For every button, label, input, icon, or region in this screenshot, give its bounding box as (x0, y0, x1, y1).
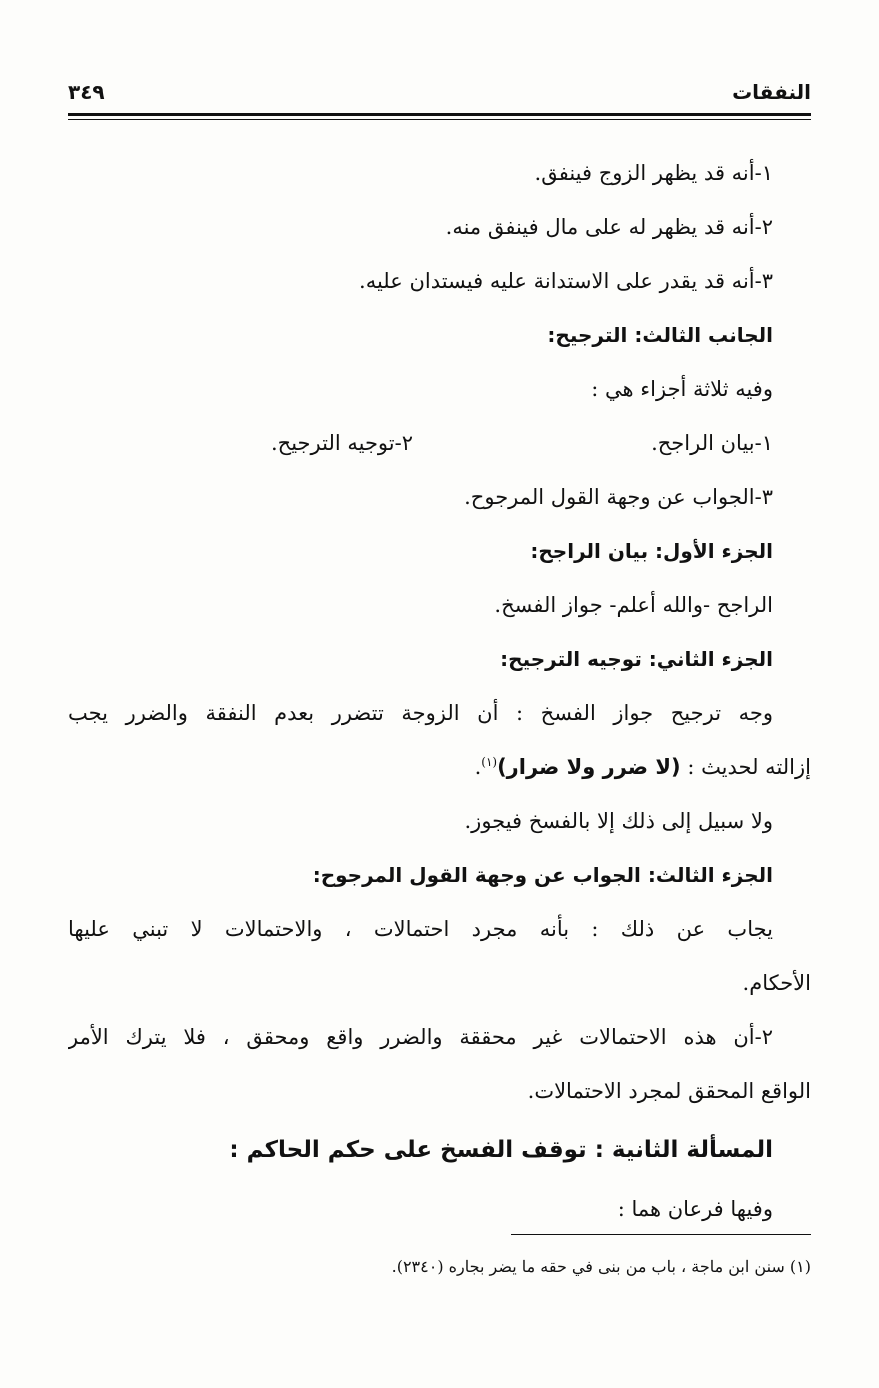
subsection-heading: الجزء الثاني: توجيه الترجيح: (500, 647, 773, 671)
text-line: ١-أنه قد يظهر الزوج فينفق. (534, 161, 773, 185)
section-heading: الجانب الثالث: الترجيح: (547, 323, 773, 347)
text-line: الأحكام. (742, 971, 811, 995)
text-fragment: . (474, 755, 482, 779)
text-line: وجه ترجيح جواز الفسخ : أن الزوجة تتضرر بعدم النفقة والضرر يجب (68, 701, 773, 725)
subsection-heading: الجزء الثالث: الجواب عن وجهة القول المرجوح: (312, 863, 773, 887)
header-rule-thin (68, 119, 811, 120)
text-line: ٣-الجواب عن وجهة القول المرجوح. (464, 485, 773, 509)
list-item: ٢-توجيه الترجيح. (270, 431, 413, 455)
page-body (68, 146, 811, 1236)
text-line: الواقع المحقق لمجرد الاحتمالات. (527, 1079, 811, 1103)
text-line: ٣-أنه قد يقدر على الاستدانة عليه فيستدان عليه. (359, 269, 773, 293)
text-line: ٢-أنه قد يظهر له على مال فينفق منه. (445, 215, 773, 239)
page-number: ٣٤٩ (68, 80, 105, 104)
text-line: وفيها فرعان هما : (617, 1197, 773, 1221)
text-line: يجاب عن ذلك : بأنه مجرد احتمالات ، والاحتمالات لا تبني عليها (68, 917, 773, 941)
text-line: وفيه ثلاثة أجزاء هي : (591, 377, 773, 401)
header-rule-thick (68, 113, 811, 116)
text-line: ولا سبيل إلى ذلك إلا بالفسخ فيجوز. (464, 809, 773, 833)
text-fragment: إزالته لحديث : (687, 755, 811, 779)
list-item: ١-بيان الراجح. (651, 431, 773, 455)
footnote-ref: (١) (481, 755, 498, 769)
text-line: ٢-أن هذه الاحتمالات غير محققة والضرر واقع ومحقق ، فلا يترك الأمر (68, 1025, 773, 1049)
list-pair (68, 416, 811, 470)
text-line (68, 740, 811, 794)
footnote: (١) سنن ابن ماجة ، باب من بنى في حقه ما يضر بجاره (٢٣٤٠). (391, 1257, 811, 1276)
running-title: النفقات (732, 80, 811, 104)
section-heading: المسألة الثانية : توقف الفسخ على حكم الحاكم : (229, 1137, 773, 1163)
subsection-heading: الجزء الأول: بيان الراجح: (530, 539, 773, 563)
page-header (68, 80, 811, 110)
footnote-rule (511, 1234, 811, 1235)
text-line: الراجح -والله أعلم- جواز الفسخ. (494, 593, 773, 617)
hadith-quote: (لا ضرر ولا ضرار) (497, 755, 681, 779)
